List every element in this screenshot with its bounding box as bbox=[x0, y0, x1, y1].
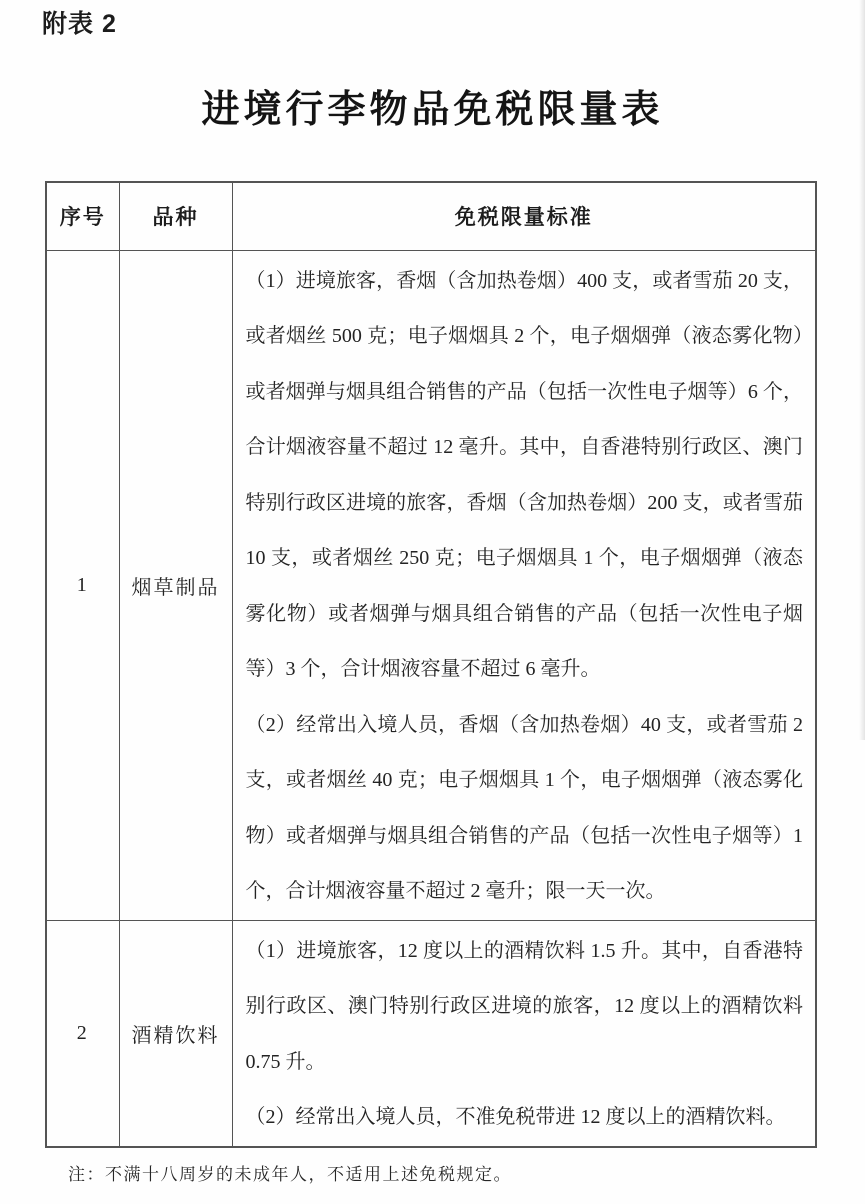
column-header-category: 品种 bbox=[119, 182, 232, 250]
table-row bbox=[46, 250, 816, 920]
serial-number-cell: 2 bbox=[46, 920, 119, 1147]
standard-paragraph: （1）进境旅客，12 度以上的酒精饮料 1.5 升。其中，自香港特别行政区、澳门特别行政区进境的旅客，12 度以上的酒精饮料 0.75 升。 bbox=[245, 939, 803, 1073]
table-row bbox=[46, 920, 816, 1147]
page-title: 进境行李物品免税限量表 bbox=[201, 89, 664, 131]
standard-paragraph: （1）进境旅客，香烟（含加热卷烟）400 支，或者雪茄 20 支，或者烟丝 500 克；电子烟烟具 2 个，电子烟烟弹（液态雾化物）或者烟弹与烟具组合销售的产品（包括一次性电子烟等）6 个，合计烟液容量不超过 12 毫升。其中，自香港特别行政区、澳门特别行政区进境的旅客，香烟（含加热卷烟）200 支，或者雪茄 10 支，或者烟丝 250 克；电子烟烟具 1 个，电子烟烟弹（液态雾化物）或者烟弹与烟具组合销售的产品（包括一次性电子烟等）3 个，合计烟液容量不超过 6 毫升。 bbox=[245, 269, 803, 680]
standard-paragraph: （2）经常出入境人员，不准免税带进 12 度以上的酒精饮料。 bbox=[245, 1106, 786, 1128]
column-header-serial: 序号 bbox=[46, 182, 119, 250]
standard-cell bbox=[232, 250, 816, 920]
serial-number-cell: 1 bbox=[46, 250, 119, 920]
table-header-row bbox=[46, 182, 816, 250]
table-body bbox=[46, 250, 816, 1147]
standard-paragraph: （2）经常出入境人员，香烟（含加热卷烟）40 支，或者雪茄 2 支，或者烟丝 40 克；电子烟烟具 1 个，电子烟烟弹（液态雾化物）或者烟弹与烟具组合销售的产品（包括一次性电子烟等）1 个，合计烟液容量不超过 2 毫升；限一天一次。 bbox=[245, 713, 803, 902]
category-cell: 烟草制品 bbox=[119, 250, 232, 920]
category-cell: 酒精饮料 bbox=[119, 920, 232, 1147]
appendix-label: 附表 2 bbox=[42, 10, 117, 38]
standard-cell bbox=[232, 920, 816, 1147]
footnote: 注：不满十八周岁的未成年人，不适用上述免税规定。 bbox=[68, 1165, 512, 1184]
duty-free-limits-table bbox=[45, 181, 817, 1148]
column-header-standard: 免税限量标准 bbox=[232, 182, 816, 250]
